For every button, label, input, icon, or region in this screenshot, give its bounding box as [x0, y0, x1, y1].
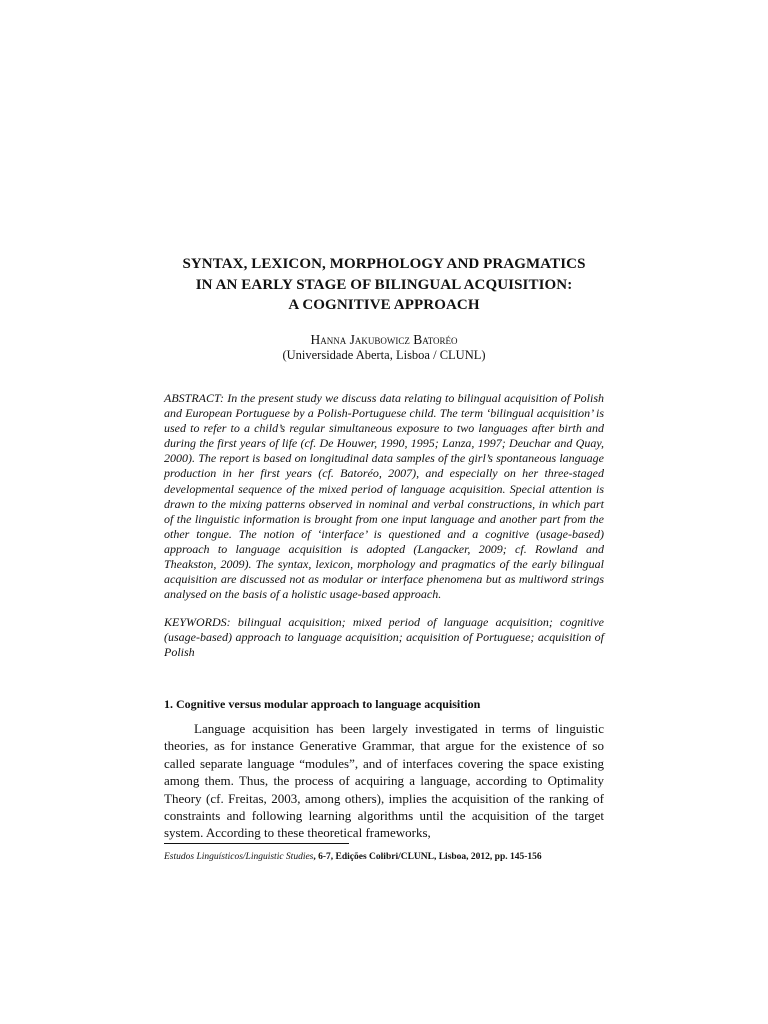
title-line-1: SYNTAX, LEXICON, MORPHOLOGY AND PRAGMATICS — [182, 256, 586, 272]
title-line-2: IN AN EARLY STAGE OF BILINGUAL ACQUISITION: — [195, 276, 573, 293]
paper-title — [150, 254, 618, 316]
author-name: Hanna Jakubowicz Batoréo — [310, 332, 458, 347]
journal-name: Estudos Linguísticos/Linguistic Studies — [164, 852, 314, 862]
citation-footer — [164, 852, 604, 862]
section-heading: 1. Cognitive versus modular approach to language acquisition — [164, 697, 481, 711]
keywords: KEYWORDS: bilingual acquisition; mixed period of language acquisition; cognitive (usage-based) approach to language acquisition; acquisition of Portuguese; acquisition of Polish — [164, 615, 604, 660]
citation-details: , 6-7, Edições Colibri/CLUNL, Lisboa, 2012, pp. 145-156 — [313, 852, 542, 862]
body-paragraph: Language acquisition has been largely investigated in terms of linguistic theories, as for instance Generative Grammar, that argue for the existence of so called separate language “modules”, and of interfaces covering the space existing among them. Thus, the process of acquiring a language, according to Optimality Theory (cf. Freitas, 2003, among others), implies the acquisition of the ranking of constraints and following learning algorithms until the acquisition of the target system. According to these theoretical frameworks, — [164, 721, 604, 841]
abstract: ABSTRACT: In the present study we discuss data relating to bilingual acquisition of Polish and European Portuguese by a Polish-Portuguese child. The term ‘bilingual acquisition’ is used to refer to a child’s regular simultaneous exposure to two languages after birth and during the first years of life (cf. De Houwer, 1990, 1995; Lanza, 1997; Deuchar and Quay, 2000). The report is based on longitudinal data samples of the girl’s spontaneous language production in her first years (cf. Batoréo, 2007), and especially on her three-staged developmental sequence of the mixed period of language acquisition. Special attention is drawn to the mixing patterns observed in nominal and verbal constructions, in which part of the linguistic information is brought from one input language and another part from the other tongue. The notion of ‘interface’ is questioned and a cognitive (usage-based) approach to language acquisition is adopted (Langacker, 2009; cf. Rowland and Theakston, 2009). The syntax, lexicon, morphology and pragmatics of the early bilingual acquisition are discussed not as modular or interface phenomena but as multiword strings analysed on the basis of a holistic usage-based approach. — [164, 391, 604, 602]
author-affiliation: (Universidade Aberta, Lisboa / CLUNL) — [282, 348, 486, 362]
footnote-divider — [164, 843, 349, 844]
title-line-3: A COGNITIVE APPROACH — [288, 297, 480, 313]
